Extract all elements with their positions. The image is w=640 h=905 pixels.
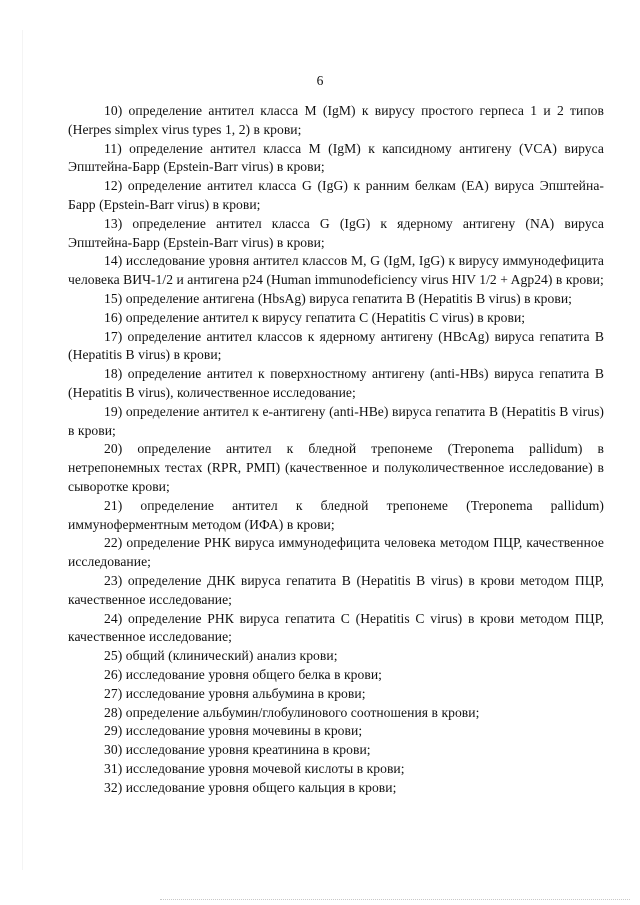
list-item: 17) определение антител классов к ядерному антигену (HBcAg) вируса гепатита B (Hepatitis B virus) в крови; — [68, 328, 604, 363]
list-item: 28) определение альбумин/глобулинового соотношения в крови; — [104, 704, 480, 720]
list-item: 27) исследование уровня альбумина в крови; — [104, 685, 366, 701]
list-item: 11) определение антител класса M (IgM) к капсидному антигену (VCA) вируса Эпштейна-Барр (Epstein-Barr virus) в крови; — [68, 140, 604, 175]
scan-edge-artifact — [22, 30, 23, 870]
list-item: 20) определение антител к бледной трепонеме (Treponema pallidum) в нетрепонемных тестах (RPR, РМП) (качественное и полуколичественное исследование) в сыворотке крови; — [68, 441, 604, 494]
list-item: 30) исследование уровня креатинина в крови; — [104, 742, 371, 758]
list-item: 26) исследование уровня общего белка в крови; — [104, 666, 382, 682]
list-item: 31) исследование уровня мочевой кислоты в крови; — [104, 760, 405, 776]
list-item: 25) общий (клинический) анализ крови; — [104, 648, 338, 664]
list-item: 24) определение РНК вируса гепатита C (Hepatitis C virus) в крови методом ПЦР, качественное исследование; — [68, 610, 604, 645]
list-item: 22) определение РНК вируса иммунодефицита человека методом ПЦР, качественное исследование; — [68, 535, 604, 570]
list-item: 29) исследование уровня мочевины в крови; — [104, 723, 363, 739]
list-item: 32) исследование уровня общего кальция в крови; — [104, 779, 397, 795]
list-item: 23) определение ДНК вируса гепатита B (Hepatitis B virus) в крови методом ПЦР, качественное исследование; — [68, 572, 604, 607]
list-item: 16) определение антител к вирусу гепатита C (Hepatitis C virus) в крови; — [104, 309, 526, 325]
list-item: 10) определение антител класса M (IgM) к вирусу простого герпеса 1 и 2 типов (Herpes simplex virus types 1, 2) в крови; — [68, 103, 604, 137]
item-list — [68, 102, 604, 797]
list-item: 21) определение антител к бледной трепонеме (Treponema pallidum) иммуноферментным методом (ИФА) в крови; — [68, 497, 604, 532]
page-number: 6 — [316, 73, 324, 88]
list-item: 13) определение антител класса G (IgG) к ядерному антигену (NA) вируса Эпштейна-Барр (Epstein-Barr virus) в крови; — [68, 215, 604, 250]
scan-bottom-artifact — [160, 899, 630, 901]
list-item: 19) определение антител к e-антигену (anti-HBe) вируса гепатита B (Hepatitis B virus) в крови; — [68, 403, 604, 438]
list-item: 14) исследование уровня антител классов M, G (IgM, IgG) к вирусу иммунодефицита человека ВИЧ-1/2 и антигена p24 (Human immunodeficiency virus HIV 1/2 + Agp24) в крови; — [68, 253, 604, 288]
list-item: 18) определение антител к поверхностному антигену (anti-HBs) вируса гепатита B (Hepatitis B virus), количественное исследование; — [68, 366, 604, 400]
list-item: 15) определение антигена (HbsAg) вируса гепатита B (Hepatitis B virus) в крови; — [104, 290, 572, 306]
list-item: 12) определение антител класса G (IgG) к ранним белкам (EA) вируса Эпштейна-Барр (Epstein-Barr virus) в крови; — [68, 178, 604, 212]
